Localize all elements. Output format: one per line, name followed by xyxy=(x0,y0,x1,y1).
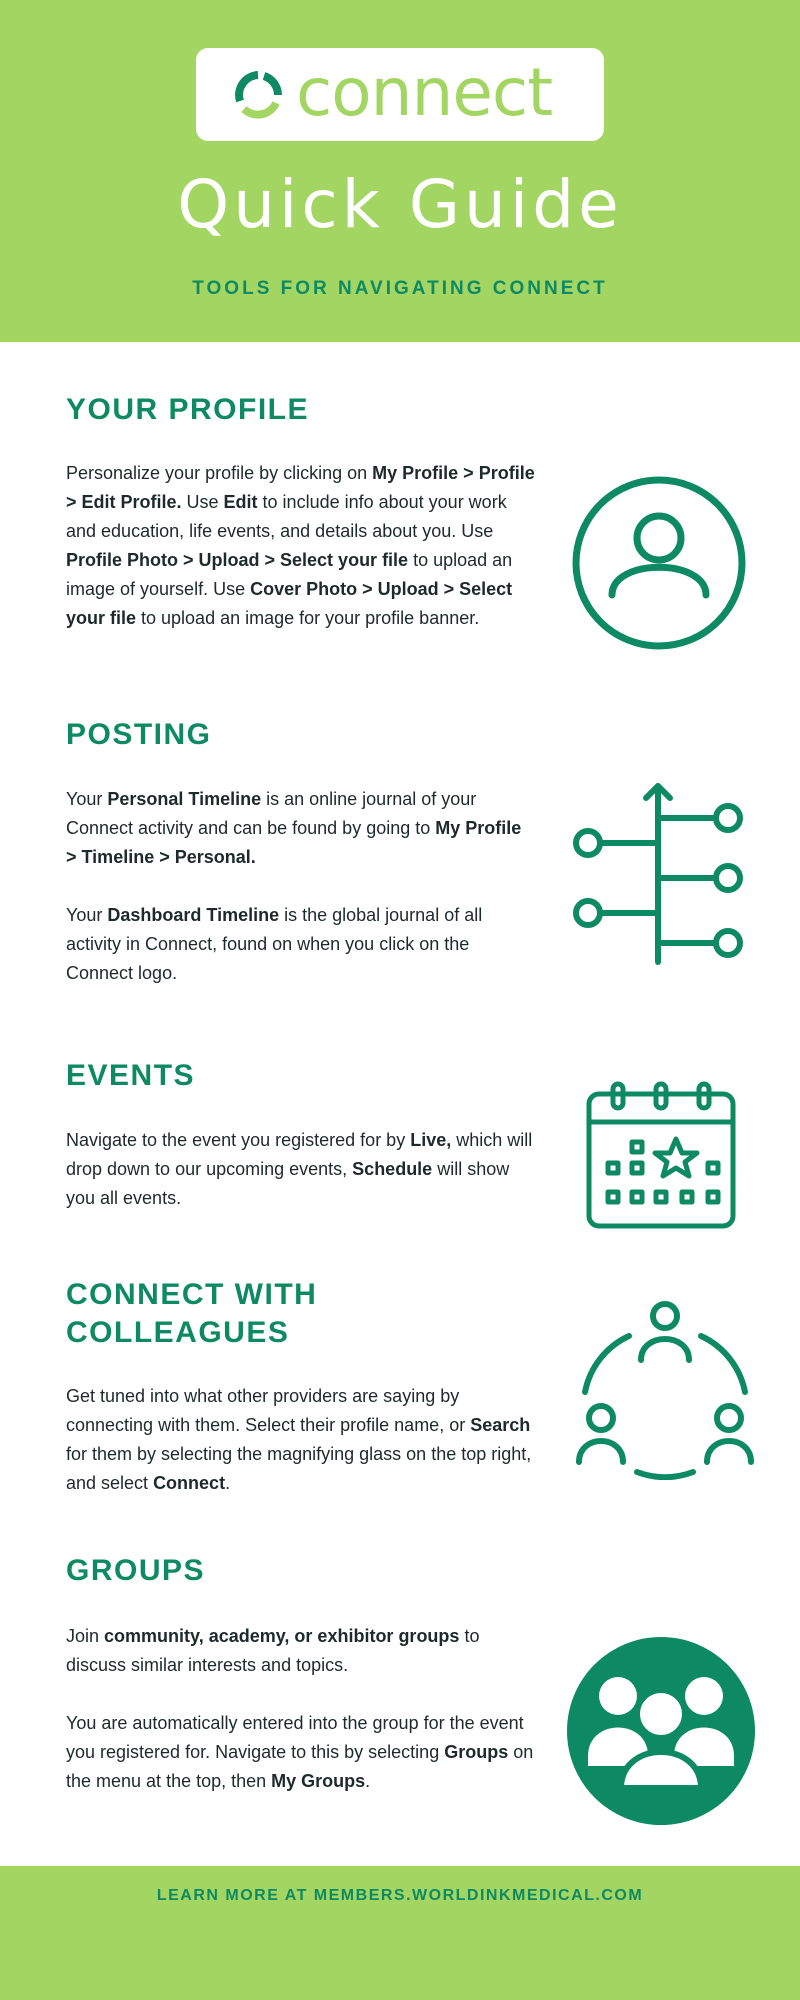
text: Your xyxy=(66,905,108,925)
section-body-connect-with-colleagues xyxy=(66,1382,536,1498)
text: is the global journal of all activity in Connect, found on when you click on the Connect logo. xyxy=(66,905,483,983)
bold-text: My Groups xyxy=(271,1771,366,1791)
bold-text: Search xyxy=(470,1415,531,1435)
text: to upload an image for your profile banner. xyxy=(136,608,480,628)
section-paragraph xyxy=(66,1382,536,1498)
bold-text: Cover Photo > Upload > Select your file xyxy=(66,579,513,628)
text: Personalize your profile by clicking on xyxy=(66,463,373,483)
text: Your xyxy=(66,789,108,809)
user-profile-icon xyxy=(570,474,748,652)
text: to discuss similar interests and topics. xyxy=(66,1626,480,1675)
connect-logo[interactable] xyxy=(196,48,604,141)
calendar-star-icon xyxy=(585,1080,737,1230)
bold-text: Personal Timeline xyxy=(107,789,262,809)
text: which will drop down to our upcoming events, xyxy=(66,1130,533,1179)
text: will show you all events. xyxy=(66,1159,510,1208)
bold-text: Edit xyxy=(223,492,258,512)
text: for them by selecting the magnifying glass on the top right, and select xyxy=(66,1444,532,1493)
bold-text: My Profile > Profile > Edit Profile. xyxy=(66,463,535,512)
page-subtitle: TOOLS FOR NAVIGATING CONNECT xyxy=(192,278,608,299)
section-body-your-profile xyxy=(66,459,536,633)
timeline-icon xyxy=(570,780,750,965)
connect-ring-icon xyxy=(232,69,284,121)
text: Use xyxy=(181,492,224,512)
section-paragraph xyxy=(66,1622,536,1680)
text: on the menu at the top, then xyxy=(66,1742,534,1791)
section-body-groups xyxy=(66,1622,536,1796)
bold-text: Groups xyxy=(444,1742,509,1762)
text: You are automatically entered into the group for the event you registered for. Navigate to this by selecting xyxy=(66,1713,524,1762)
section-heading-groups: GROUPS xyxy=(66,1554,206,1587)
bold-text: Connect xyxy=(153,1473,226,1493)
page-title: Quick Guide xyxy=(177,166,623,243)
section-body-posting xyxy=(66,785,536,988)
bold-text: Dashboard Timeline xyxy=(107,905,280,925)
group-icon xyxy=(566,1636,756,1826)
logo-wordmark: connect xyxy=(296,54,553,131)
text: Get tuned into what other providers are saying by connecting with them. Select their profile name, or xyxy=(66,1386,471,1435)
section-body-events xyxy=(66,1126,536,1213)
footer-link[interactable]: LEARN MORE AT MEMBERS.WORLDINKMEDICAL.COM xyxy=(156,1887,644,1904)
bold-text: community, academy, or exhibitor groups xyxy=(104,1626,460,1646)
bold-text: My Profile > Timeline > Personal. xyxy=(66,818,522,867)
text: Navigate to the event you registered for by xyxy=(66,1130,411,1150)
section-paragraph xyxy=(66,785,536,872)
bold-text: Profile Photo > Upload > Select your file xyxy=(66,550,409,570)
section-paragraph xyxy=(66,901,536,988)
section-heading-events: EVENTS xyxy=(66,1059,196,1092)
bold-text: Live, xyxy=(410,1130,452,1150)
text: to upload an image of yourself. Use xyxy=(66,550,513,599)
text: Join xyxy=(66,1626,105,1646)
bold-text: Schedule xyxy=(352,1159,433,1179)
section-paragraph xyxy=(66,1709,536,1796)
section-paragraph xyxy=(66,459,536,633)
section-heading-your-profile: YOUR PROFILE xyxy=(66,393,310,426)
section-heading-connect-with-colleagues: CONNECT WITH COLLEAGUES xyxy=(66,1278,318,1349)
text: . xyxy=(365,1771,371,1791)
section-paragraph xyxy=(66,1126,536,1213)
text: is an online journal of your Connect activity and can be found by going to xyxy=(66,789,477,838)
people-network-icon xyxy=(575,1300,755,1480)
text: . xyxy=(225,1473,231,1493)
text: to include info about your work and education, life events, and details about you. Use xyxy=(66,492,507,541)
section-heading-posting: POSTING xyxy=(66,718,212,751)
